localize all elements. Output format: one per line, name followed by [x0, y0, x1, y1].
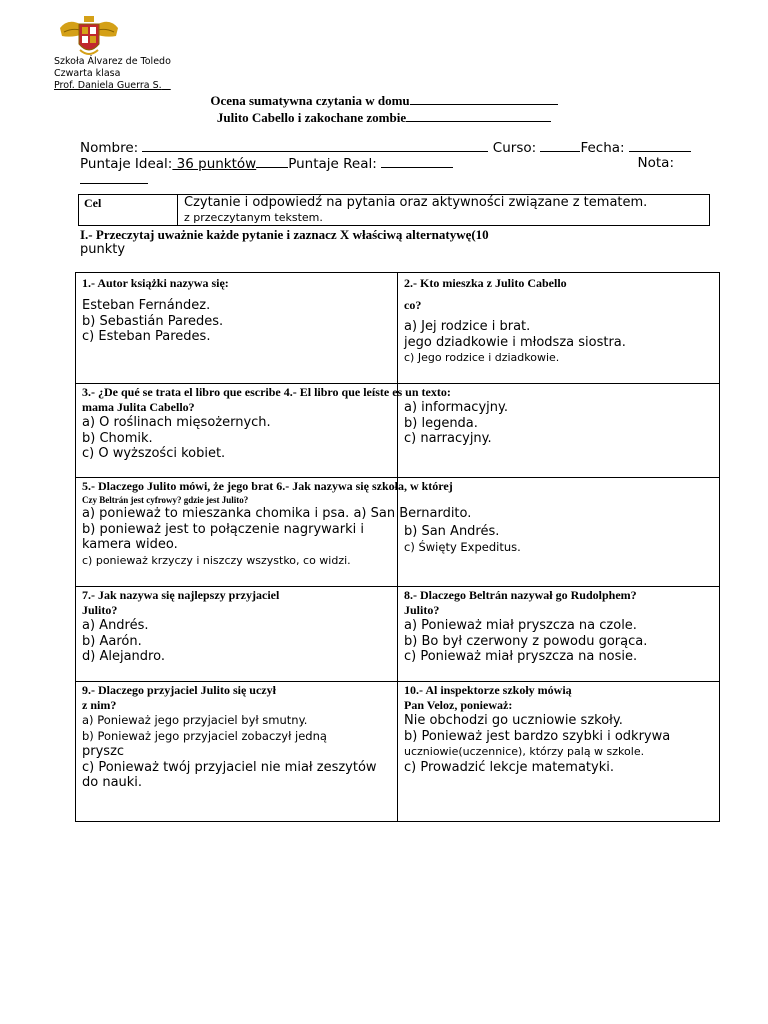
school-header — [54, 56, 171, 92]
question-2-title: 2.- Kto mieszka z Julito Cabello — [404, 276, 567, 290]
q6-option-c[interactable]: c) Święty Expeditus. — [404, 539, 521, 554]
q9-option-c-cont: do nauki. — [82, 775, 143, 790]
q2-option-a[interactable]: a) Jej rodzice i brat. — [404, 319, 531, 334]
q10-option-c[interactable]: c) Prowadzić lekcje matematyki. — [404, 759, 614, 775]
q1-option-a[interactable]: Esteban Fernández. — [82, 298, 211, 313]
q8-option-c[interactable]: c) Ponieważ miał pryszcza na nosie. — [404, 649, 638, 664]
q7-option-d[interactable]: d) Alejandro. — [82, 649, 165, 664]
q1-option-b[interactable]: b) Sebastián Paredes. — [82, 313, 224, 329]
student-fields — [80, 139, 692, 187]
q3-option-a[interactable]: a) O roślinach mięsożernych. — [82, 415, 271, 430]
puntaje-ideal-value: 36 punktów — [172, 156, 257, 172]
question-8-title-2: Julito? — [404, 603, 440, 617]
q4-option-a[interactable]: a) informacyjny. — [404, 400, 508, 415]
q2-option-b[interactable]: jego dziadkowie i młodsza siostra. — [404, 334, 626, 350]
q3-option-c[interactable]: c) O wyższości kobiet. — [82, 446, 226, 461]
q7-option-b[interactable]: b) Aarón. — [82, 633, 142, 649]
instruction-normal: punkty — [80, 242, 126, 257]
page-title — [0, 92, 768, 126]
q6-option-b[interactable]: b) San Andrés. — [404, 524, 500, 539]
nombre-field[interactable] — [142, 139, 488, 152]
question-7 — [76, 587, 398, 682]
q10-option-a[interactable]: Nie obchodzi go uczniowie szkoły. — [404, 713, 623, 728]
question-1 — [76, 273, 398, 384]
objective-label: Cel — [79, 195, 178, 225]
curso-field[interactable] — [540, 139, 580, 152]
question-9 — [76, 682, 398, 822]
q5-option-a[interactable]: a) ponieważ to mieszanka chomika i psa. a) San Bernardito. — [82, 506, 472, 521]
q10-option-b[interactable]: b) Ponieważ jest bardzo szybki i odkrywa — [404, 728, 671, 744]
question-7-title-2: Julito? — [82, 603, 118, 617]
objective-box — [78, 194, 710, 226]
question-10-title-2: Pan Veloz, ponieważ: — [404, 698, 513, 712]
question-9-title-2: z nim? — [82, 698, 117, 712]
question-2-title-2: co? — [404, 298, 422, 312]
fecha-label: Fecha: — [580, 140, 625, 156]
question-5-title: 5.- Dlaczego Julito mówi, że jego brat 6.- Jak nazywa się szkoła, w której — [82, 479, 453, 493]
q8-option-b[interactable]: b) Bo był czerwony z powodu gorąca. — [404, 633, 648, 649]
title-line-2: Julito Cabello i zakochane zombie — [216, 110, 407, 125]
teacher-name: Prof. Daniela Guerra S. — [54, 80, 162, 91]
nombre-label: Nombre: — [80, 140, 139, 156]
puntaje-real-label: Puntaje Real: — [288, 156, 377, 172]
question-3-title: 3.- ¿De qué se trata el libro que escribe 4.- El libro que leíste es un texto: — [82, 385, 451, 399]
question-10-title: 10.- Al inspektorze szkoły mówią — [404, 683, 572, 697]
q9-option-b-cont: pryszc — [82, 744, 125, 759]
nota-label: Nota: — [637, 155, 674, 171]
q9-option-b[interactable]: b) Ponieważ jego przyjaciel zobaczył jedną — [82, 728, 327, 743]
curso-label: Curso: — [492, 140, 537, 156]
q4-option-b[interactable]: b) legenda. — [404, 415, 478, 431]
objective-text-2: z przeczytanym tekstem. — [184, 211, 323, 224]
instruction-bold: I.- Przeczytaj uważnie każde pytanie i zaznacz X właściwą alternatywę(10 — [80, 227, 489, 242]
question-8-title: 8.- Dlaczego Beltrán nazywał go Rudolphem? — [404, 588, 637, 602]
q8-option-a[interactable]: a) Ponieważ miał pryszcza na czole. — [404, 618, 637, 633]
instructions — [80, 227, 700, 257]
question-6 — [398, 478, 720, 587]
nota-field[interactable] — [80, 171, 148, 184]
question-9-title: 9.- Dlaczego przyjaciel Julito się uczył — [82, 683, 276, 697]
q10-option-b-cont: uczniowie(uczennice), którzy palą w szkole. — [404, 745, 645, 758]
grade: Czwarta klasa — [54, 68, 121, 79]
q4-option-c[interactable]: c) narracyjny. — [404, 431, 492, 446]
puntaje-real-field[interactable] — [381, 155, 453, 168]
objective-text: Czytanie i odpowiedź na pytania oraz aktywności związane z tematem. — [184, 195, 648, 210]
question-1-title: 1.- Autor książki nazywa się: — [82, 276, 229, 290]
q5-option-b-cont: kamera wideo. — [82, 537, 178, 552]
q7-option-a[interactable]: a) Andrés. — [82, 618, 149, 633]
q5-option-c[interactable]: c) ponieważ krzyczy i niszczy wszystko, co widzi. — [82, 553, 351, 567]
title-line-1: Ocena sumatywna czytania w domu — [210, 93, 410, 108]
question-2 — [398, 273, 720, 384]
question-10 — [398, 682, 720, 822]
q2-option-c[interactable]: c) Jego rodzice i dziadkowie. — [404, 351, 560, 364]
q5-option-b[interactable]: b) ponieważ jest to połączenie nagrywarki i — [82, 521, 365, 537]
school-crest-icon — [58, 14, 120, 58]
puntaje-ideal-label: Puntaje Ideal: — [80, 156, 173, 172]
school-name: Szkoła Álvarez de Toledo — [54, 56, 171, 67]
q9-option-c[interactable]: c) Ponieważ twój przyjaciel nie miał zeszytów — [82, 759, 377, 775]
question-3-title-2: mama Julita Cabello? — [82, 400, 195, 414]
q3-option-b[interactable]: b) Chomik. — [82, 430, 153, 446]
questions-table — [75, 272, 720, 822]
question-5-title-2: Czy Beltrán jest cyfrowy? gdzie jest Julito? — [82, 495, 249, 505]
q1-option-c[interactable]: c) Esteban Paredes. — [82, 329, 211, 344]
question-7-title: 7.- Jak nazywa się najlepszy przyjaciel — [82, 588, 280, 602]
fecha-field[interactable] — [629, 139, 691, 152]
q9-option-a[interactable]: a) Ponieważ jego przyjaciel był smutny. — [82, 713, 308, 727]
question-8 — [398, 587, 720, 682]
